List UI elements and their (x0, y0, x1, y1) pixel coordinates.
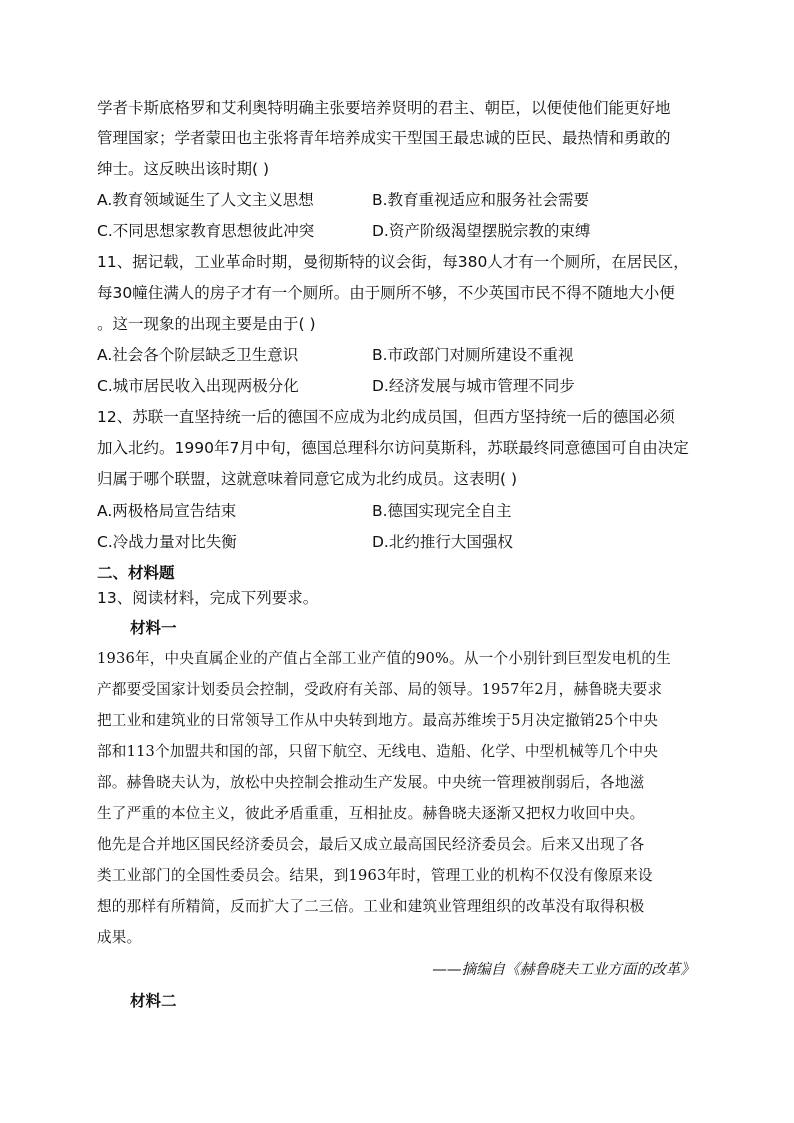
material-1-line-9: 想的那样有所精简，反而扩大了二三倍。工业和建筑业管理组织的改革没有取得积极 (97, 898, 645, 915)
material-1-line-2: 产都要受国家计划委员会控制，受政府有关部、局的领导。1957年2月，赫鲁晓夫要求 (97, 681, 663, 698)
q11-stem-line-1: 11、据记载，工业革命时期，曼彻斯特的议会街，每380人才有一个厕所，在居民区， (97, 253, 689, 271)
q12-stem-line-1: 12、苏联一直坚持统一后的德国不应成为北约成员国，但西方坚持统一后的德国必须 (97, 408, 675, 426)
material-1-title: 材料一 (130, 619, 177, 637)
q12-stem-line-3: 归属于哪个联盟，这就意味着同意它成为北约成员。这表明( ) (97, 470, 518, 488)
material-2-title: 材料二 (130, 992, 177, 1010)
q12-option-a: A.两极格局宣告结束 (97, 502, 237, 520)
q12-option-d: D.北约推行大国强权 (372, 533, 513, 551)
q10-option-d: D.资产阶级渴望摆脱宗教的束缚 (372, 222, 591, 240)
material-1-line-4: 部和113个加盟共和国的部，只留下航空、无线电、造船、化学、中型机械等几个中央 (97, 743, 659, 760)
q11-stem-line-2: 每30幢住满人的房子才有一个厕所。由于厕所不够，不少英国市民不得不随地大小便 (97, 284, 675, 302)
q12-stem-line-2: 加入北约。1990年7月中旬，德国总理科尔访问莫斯科，苏联最终同意德国可自由决定 (97, 439, 689, 457)
q11-option-c: C.城市居民收入出现两极分化 (97, 377, 299, 395)
material-1-line-5: 部。赫鲁晓夫认为，放松中央控制会推动生产发展。中央统一管理被削弱后，各地滋 (97, 774, 645, 791)
q11-option-b: B.市政部门对厕所建设不重视 (372, 346, 574, 364)
q10-option-c: C.不同思想家教育思想彼此冲突 (97, 222, 315, 240)
q12-option-c: C.冷战力量对比失衡 (97, 533, 237, 551)
q13-prompt: 13、阅读材料，完成下列要求。 (97, 589, 319, 607)
material-1-line-8: 类工业部门的全国性委员会。结果，到1963年时，管理工业的机构不仅没有像原来设 (97, 867, 653, 884)
q10-stem-line-1: 学者卡斯底格罗和艾利奥特明确主张要培养贤明的君主、朝臣，以便使他们能更好地 (97, 99, 671, 117)
q11-stem-line-3: 。这一现象的出现主要是由于( ) (97, 315, 316, 333)
material-1-line-6: 生了严重的本位主义，彼此矛盾重重，互相扯皮。赫鲁晓夫逐渐又把权力收回中央。 (97, 805, 645, 822)
q10-stem-line-2: 管理国家；学者蒙田也主张将青年培养成实干型国王最忠诚的臣民、最热情和勇敢的 (97, 129, 671, 147)
q11-option-a: A.社会各个阶层缺乏卫生意识 (97, 346, 299, 364)
q11-option-d: D.经济发展与城市管理不同步 (372, 377, 575, 395)
q10-stem-line-3: 绅士。这反映出该时期( ) (97, 160, 270, 178)
material-1-line-1: 1936年，中央直属企业的产值占全部工业产值的90%。从一个小别针到巨型发电机的生 (97, 650, 671, 667)
material-1-line-3: 把工业和建筑业的日常领导工作从中央转到地方。最高苏维埃于5月决定撤销25个中央 (97, 712, 659, 729)
material-1-source: ——摘编自《赫鲁晓夫工业方面的改革》 (432, 961, 695, 978)
material-1-line-7: 他先是合并地区国民经济委员会，最后又成立最高国民经济委员会。后来又出现了各 (97, 836, 645, 853)
section-heading: 二、材料题 (97, 564, 175, 582)
q10-option-b: B.教育重视适应和服务社会需要 (372, 191, 590, 209)
material-1-line-10: 成果。 (97, 929, 142, 946)
q12-option-b: B.德国实现完全自主 (372, 502, 512, 520)
q10-option-a: A.教育领域诞生了人文主义思想 (97, 191, 314, 209)
